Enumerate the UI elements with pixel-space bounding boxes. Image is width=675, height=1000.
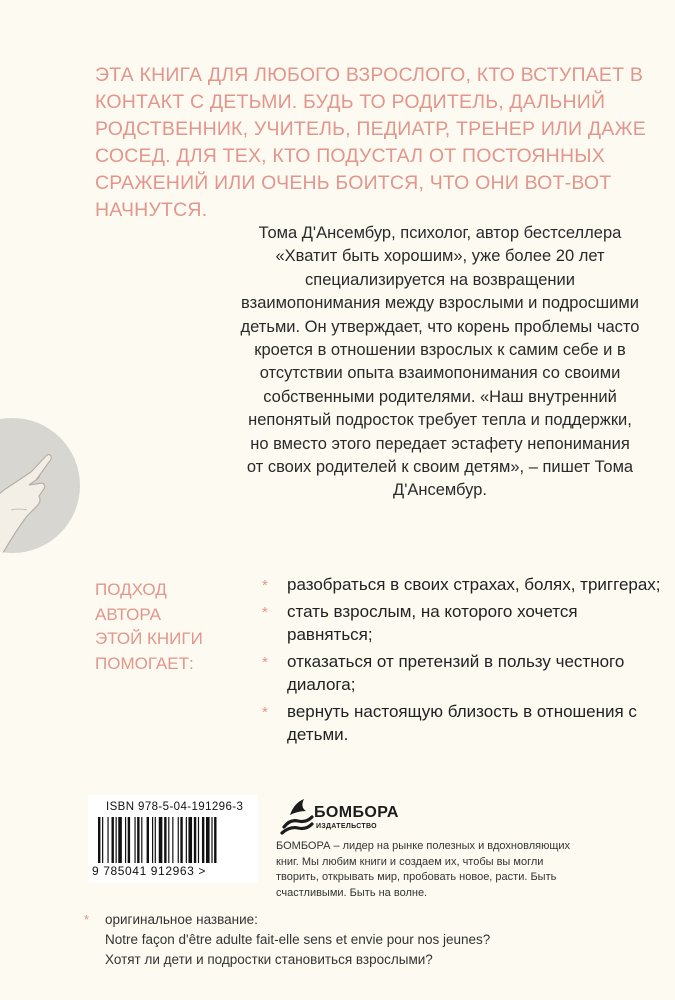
book-description: Тома Д'Ансембур, психолог, автор бестселлера «Хватит быть хорошим», уже более 20 лет специализируется на возвращении взаимопонимания между взрослыми и подросшими детьми. Он утверждает, что корень проблемы часто кроется в отношении взрослых к самим себе и в отсутствии опыта взаимопонимания со своими собственными родителями. «Наш внутренний непонятый подросток требует тепла и поддержки, но вместо этого передает эстафету непонимания от своих родителей к своим детям», – пишет Тома Д'Ансембур. <box>240 224 640 500</box>
asterisk-icon: * <box>262 577 268 594</box>
original-title-french: Notre façon d'être adulte fait-elle sens et envie pour nos jeunes? <box>105 932 491 947</box>
asterisk-icon: * <box>84 912 90 927</box>
benefit-item <box>262 650 662 696</box>
isbn-barcode <box>88 795 258 883</box>
isbn-label: ISBN 978-5-04-191296-3 <box>106 801 244 813</box>
publisher-description: БОМБОРА – лидер на рынке полезных и вдохновляющих книг. Мы любим книги и создаем их, чтобы вы могли творить, открывать мир, пробовать новое, расти. Быть счастливыми. Быть на волне. <box>276 840 571 899</box>
isbn-digits: 9 785041 912963 > <box>92 864 206 878</box>
benefit-item <box>262 573 662 596</box>
barcode-bars-icon <box>98 817 248 863</box>
asterisk-icon: * <box>262 654 268 671</box>
hand-illustration <box>0 418 80 553</box>
headline: ЭТА КНИГА ДЛЯ ЛЮБОГО ВЗРОСЛОГО, КТО ВСТУПАЕТ В КОНТАКТ С ДЕТЬМИ. БУДЬ ТО РОДИТЕЛЬ, ДАЛЬНИЙ РОДСТВЕННИК, УЧИТЕЛЬ, ПЕДИАТР, ТРЕНЕР ИЛИ ДАЖЕ СОСЕД. ДЛЯ ТЕХ, КТО ПОДУСТАЛ ОТ ПОСТОЯННЫХ СРАЖЕНИЙ ИЛИ ОЧЕНЬ БОИТСЯ, ЧТО ОНИ ВОТ-ВОТ НАЧНУТСЯ. <box>95 64 646 221</box>
approach-line: ПОДХОД <box>95 580 167 599</box>
benefits-list <box>262 573 662 750</box>
benefit-text: вернуть настоящую близость в отношения с детьми. <box>287 702 637 744</box>
original-title-russian: Хотят ли дети и подростки становиться взрослыми? <box>105 952 433 967</box>
benefit-text: отказаться от претензий в пользу честного диалога; <box>287 652 625 694</box>
benefit-item <box>262 700 662 746</box>
approach-line: ПОМОГАЕТ: <box>95 653 194 673</box>
approach-line: АВТОРА <box>95 604 161 624</box>
publisher-name: БОМБОРА <box>314 804 399 821</box>
asterisk-icon: * <box>262 604 268 621</box>
asterisk-icon: * <box>262 704 268 721</box>
benefit-text: разобраться в своих страхах, болях, триггерах; <box>287 575 661 594</box>
original-title-block <box>84 910 645 970</box>
approach-heading <box>95 578 245 676</box>
benefit-text: стать взрослым, на которого хочется равняться; <box>287 602 578 644</box>
original-title-label: оригинальное название: <box>105 912 258 927</box>
publisher-subtitle: ИЗДАТЕЛЬСТВО <box>316 823 377 830</box>
benefit-item <box>262 600 662 646</box>
approach-line: ЭТОЙ КНИГИ <box>95 629 203 648</box>
